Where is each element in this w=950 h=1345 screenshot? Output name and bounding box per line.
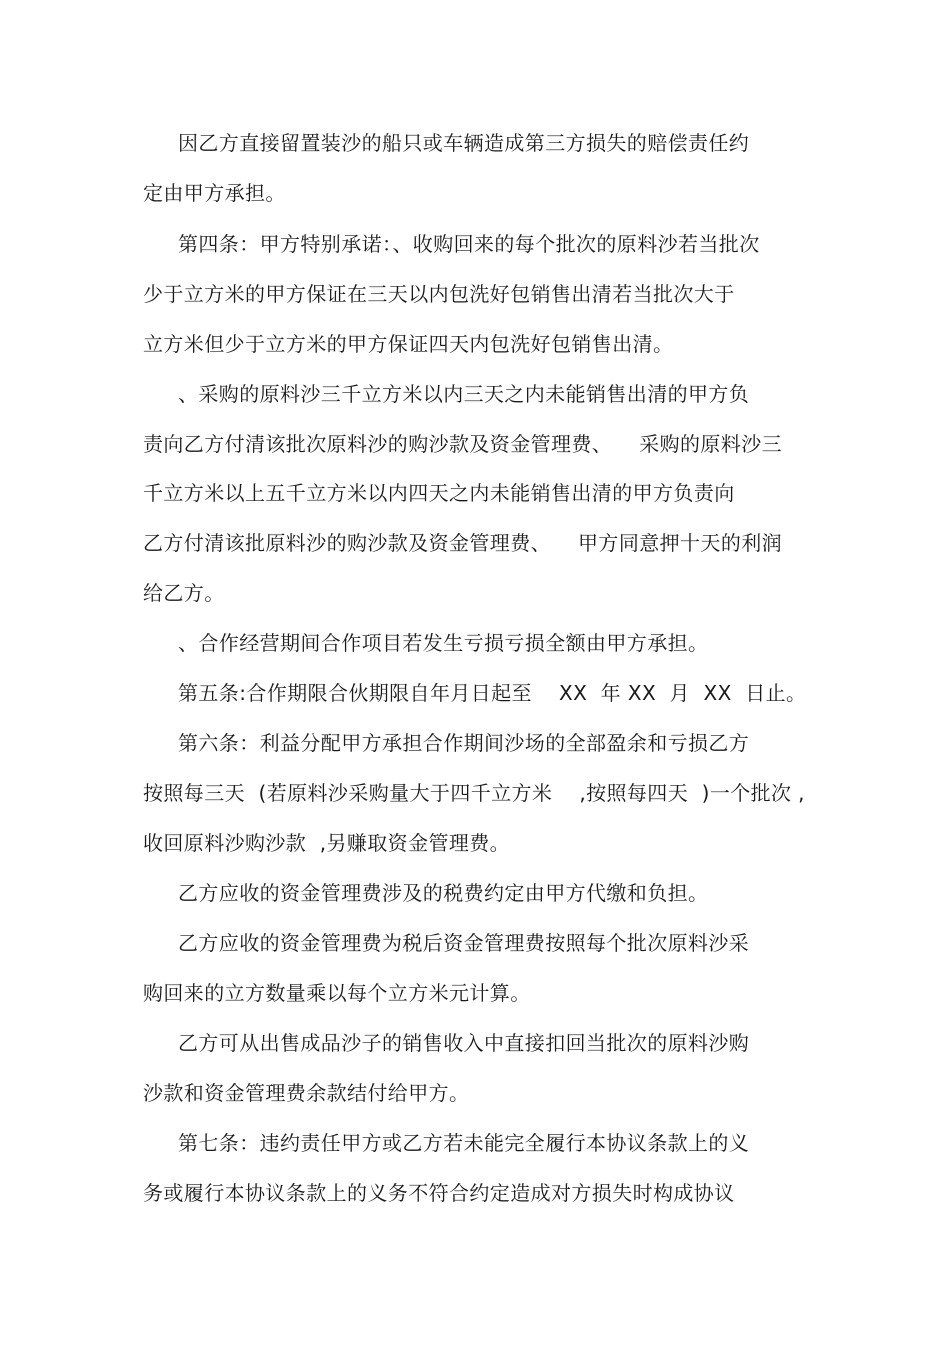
text-line-4: 少于立方米的甲方保证在三天以内包洗好包销售出清若当批次大于 xyxy=(143,282,735,306)
text-line-22: 务或履行本协议条款上的义务不符合约定造成对方损失时构成协议 xyxy=(143,1181,735,1205)
text-line-5: 立方米但少于立方米的甲方保证四天内包洗好包销售出清。 xyxy=(143,332,674,356)
text-line-1: 因乙方直接留置装沙的船只或车辆造成第三方损失的赔偿责任约 xyxy=(178,131,750,155)
text-line-9: 乙方付清该批原料沙的购沙款及资金管理费、 甲方同意押十天的利润 xyxy=(143,531,783,555)
text-line-18: 购回来的立方数量乘以每个立方米元计算。 xyxy=(143,981,531,1005)
text-line-14: 按照每三天 (若原料沙采购量大于四千立方米 ,按照每四天 )一个批次 , xyxy=(143,781,805,805)
text-line-13: 第六条：利益分配甲方承担合作期间沙场的全部盈余和亏损乙方 xyxy=(178,731,750,755)
text-line-11: 、合作经营期间合作项目若发生亏损亏损全额由甲方承担。 xyxy=(178,631,709,655)
text-line-20: 沙款和资金管理费余款结付给甲方。 xyxy=(143,1081,470,1105)
text-line-15: 收回原料沙购沙款 ,另赚取资金管理费。 xyxy=(143,831,511,855)
text-line-2: 定由甲方承担。 xyxy=(143,181,286,205)
text-line-6: 、采购的原料沙三千立方米以内三天之内未能销售出清的甲方负 xyxy=(178,382,750,406)
text-line-10: 给乙方。 xyxy=(143,581,225,605)
text-line-21: 第七条：违约责任甲方或乙方若未能完全履行本协议条款上的义 xyxy=(178,1131,750,1155)
text-line-7: 责向乙方付清该批次原料沙的购沙款及资金管理费、 采购的原料沙三 xyxy=(143,432,783,456)
text-line-3: 第四条：甲方特别承诺：、收购回来的每个批次的原料沙若当批次 xyxy=(178,232,760,256)
text-line-8: 千立方米以上五千立方米以内四天之内未能销售出清的甲方负责向 xyxy=(143,481,735,505)
text-line-16: 乙方应收的资金管理费涉及的税费约定由甲方代缴和负担。 xyxy=(178,881,709,905)
text-line-12: 第五条:合作期限合伙期限自年月日起至 XX 年 XX 月 XX 日止。 xyxy=(178,681,807,705)
text-line-17: 乙方应收的资金管理费为税后资金管理费按照每个批次原料沙采 xyxy=(178,931,750,955)
text-line-19: 乙方可从出售成品沙子的销售收入中直接扣回当批次的原料沙购 xyxy=(178,1031,750,1055)
